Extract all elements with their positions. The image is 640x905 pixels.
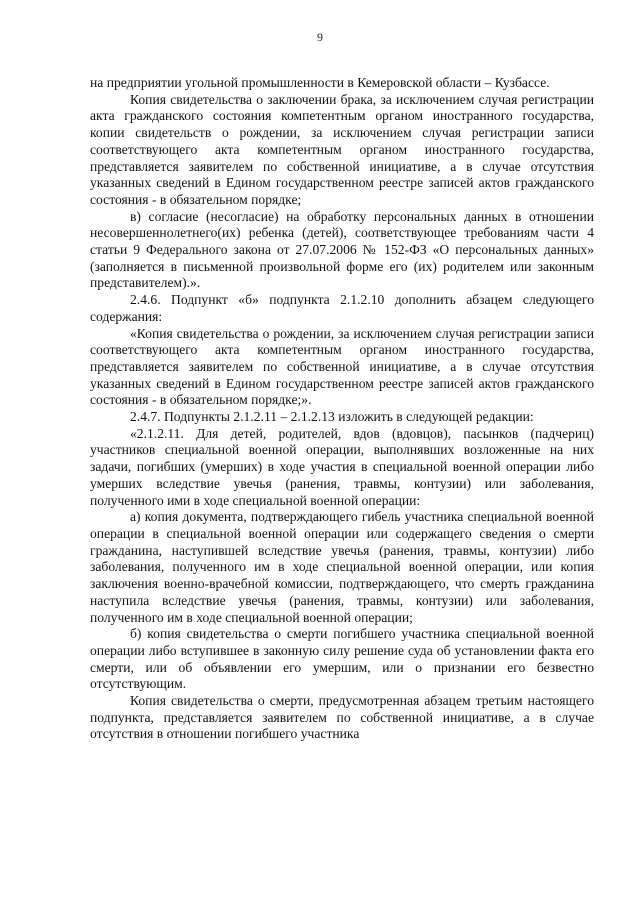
page-number: 9 — [317, 30, 323, 44]
paragraph-kuzbass-continuation: на предприятии угольной промышленности в Кемеровской области – Кузбассе. — [90, 75, 550, 90]
paragraph-item-a: а) копия документа, подтверждающего гибель участника специальной военной операции в специальной военной операции или содержащего сведения о смерти гражданина, наступившей вследствие увечья (ранения, травмы, контузии) либо заболевания, полученного им в ходе специальной военной операции, или копия заключения военно-врачебной комиссии, подтверждающего, что смерть гражданина наступила вследствие увечья (ранения, травмы, контузии) или заболевания, полученного им в ходе специальной военной операции; — [90, 509, 594, 625]
document-body — [90, 75, 594, 743]
paragraph-item-v-consent: в) согласие (несогласие) на обработку персональных данных в отношении несовершеннолетнего(их) ребенка (детей), соответствующее требованиям части 4 статьи 9 Федерального закона от 27.07.2006 № 152-ФЗ «О персональных данных» (заполняется в письменной произвольной форме его (их) родителем или законным представителем).». — [90, 208, 594, 291]
paragraph-2-4-7: 2.4.7. Подпункты 2.1.2.11 – 2.1.2.13 изложить в следующей редакции: — [130, 409, 534, 425]
paragraph-item-b: б) копия свидетельства о смерти погибшего участника специальной военной операции либо вступившее в законную силу решение суда об установлении факта его смерти, или об объявлении его умершим, или о признании его безвестно отсутствующим. — [90, 626, 594, 692]
paragraph-marriage-certificate: Копия свидетельства о заключении брака, за исключением случая регистрации акта гражданского состояния компетентным органом иностранного государства, копии свидетельств о рождении, за исключением случая регистрации записи соответствующего акта компетентным органом иностранного государства, представляется заявителем по собственной инициативе, а в случае отсутствия указанных сведений в Едином государственном реестре записей актов гражданского состояния - в обязательном порядке; — [90, 91, 594, 207]
paragraph-2-1-2-11: «2.1.2.11. Для детей, родителей, вдов (вдовцов), пасынков (падчериц) участников специальной военной операции, выполнявших возложенные на них задачи, погибших (умерших) в ходе участия в специальной военной операции либо умерших вследствие увечья (ранения, травмы, контузии) или заболевания, полученного ими в ходе специальной военной операции: — [90, 425, 594, 508]
paragraph-death-certificate: Копия свидетельства о смерти, предусмотренная абзацем третьим настоящего подпункта, представляется заявителем по собственной инициативе, а в случае отсутствия в отношении погибшего участника — [90, 693, 594, 742]
paragraph-birth-certificate-quote: «Копия свидетельства о рождении, за исключением случая регистрации записи соответствующего акта компетентным органом иностранного государства, представляется заявителем по собственной инициативе, а в случае отсутствия указанных сведений в Едином государственном реестре записей актов гражданского состояния - в обязательном порядке;». — [90, 325, 594, 408]
paragraph-2-4-6: 2.4.6. Подпункт «б» подпункта 2.1.2.10 дополнить абзацем следующего содержания: — [90, 292, 594, 324]
